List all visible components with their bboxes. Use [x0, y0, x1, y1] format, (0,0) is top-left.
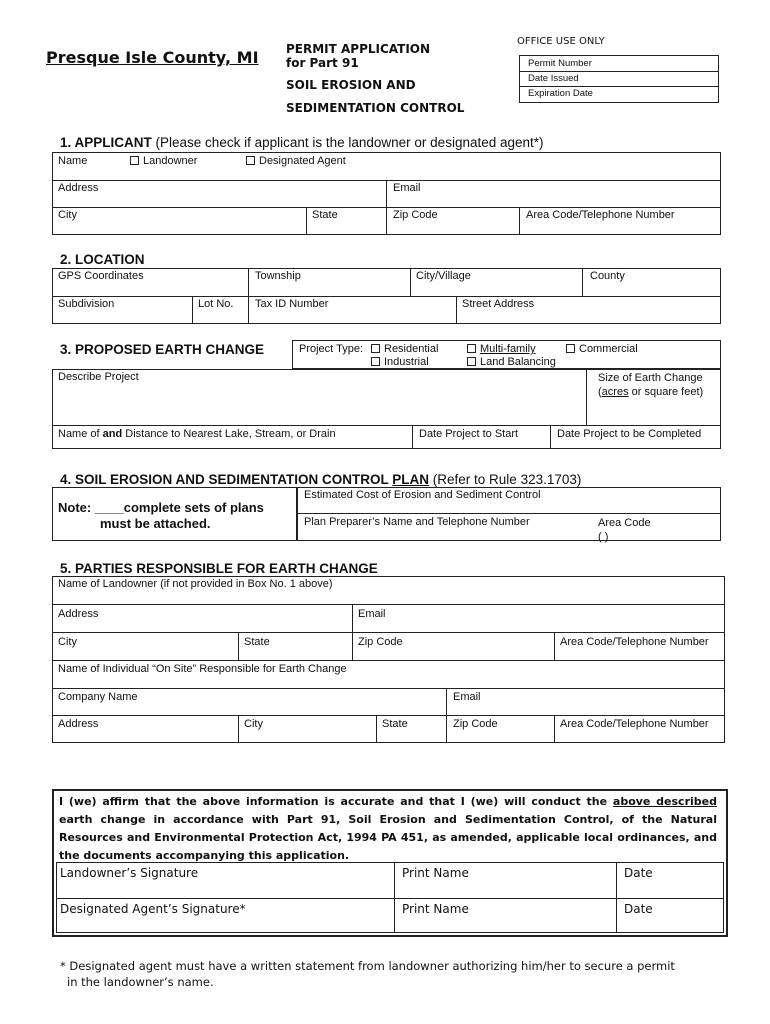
applicant-state-field[interactable]: State	[312, 209, 338, 221]
agent-signature-field[interactable]: Designated Agent’s Signature*	[60, 902, 246, 916]
company-address-field[interactable]: Address	[58, 718, 99, 730]
gps-field[interactable]: GPS Coordinates	[58, 270, 144, 282]
section-5-title: 5. PARTIES RESPONSIBLE FOR EARTH CHANGE	[60, 561, 378, 576]
company-city-field[interactable]: City	[244, 718, 263, 730]
township-field[interactable]: Township	[255, 270, 301, 282]
city-village-field[interactable]: City/Village	[416, 270, 471, 282]
landowner-checkbox[interactable]: Landowner	[130, 155, 197, 168]
landowner-state-field[interactable]: State	[244, 636, 270, 648]
permit-number-field[interactable]: Permit Number	[528, 58, 592, 69]
landowner-signature-field[interactable]: Landowner’s Signature	[60, 866, 199, 880]
section-4-title: 4. SOIL EROSION AND SEDIMENTATION CONTROL PLAN (Refer to Rule 323.1703)	[60, 472, 582, 487]
footnote	[60, 958, 675, 990]
landowner-phone-field[interactable]: Area Code/Telephone Number	[560, 636, 709, 648]
permit-title-line2: for Part 91	[286, 56, 359, 70]
plans-note	[58, 500, 264, 532]
nearest-water-field[interactable]: Name of and Distance to Nearest Lake, Stream, or Drain	[58, 428, 336, 440]
section-1-title: 1. APPLICANT (Please check if applicant is the landowner or designated agent*)	[60, 135, 544, 150]
company-phone-field[interactable]: Area Code/Telephone Number	[560, 718, 709, 730]
project-type-label: Project Type:	[299, 343, 363, 355]
estimated-cost-field[interactable]: Estimated Cost of Erosion and Sediment Control	[304, 489, 541, 501]
onsite-individual-field[interactable]: Name of Individual “On Site” Responsible for Earth Change	[58, 663, 347, 675]
agent-print-name-field[interactable]: Print Name	[402, 902, 469, 916]
landowner-print-name-field[interactable]: Print Name	[402, 866, 469, 880]
street-address-field[interactable]: Street Address	[462, 298, 535, 310]
company-state-field[interactable]: State	[382, 718, 408, 730]
company-email-field[interactable]: Email	[453, 691, 481, 703]
preparer-area-code-field[interactable]: Area Code ( )	[598, 517, 651, 543]
lot-number-field[interactable]: Lot No.	[198, 298, 234, 310]
applicant-city-field[interactable]: City	[58, 209, 77, 221]
multifamily-checkbox[interactable]: Multi-family	[467, 343, 536, 356]
company-name-field[interactable]: Company Name	[58, 691, 138, 703]
section-2-title: 2. LOCATION	[60, 252, 145, 267]
landowner-address-field[interactable]: Address	[58, 608, 99, 620]
applicant-name-field[interactable]: Name	[58, 155, 88, 167]
plans-note-line2: must be attached.	[100, 516, 211, 531]
checkbox-icon	[246, 156, 255, 165]
landowner-email-field[interactable]: Email	[358, 608, 386, 620]
plans-note-line1: Note: ____complete sets of plans	[58, 500, 264, 515]
office-use-label: OFFICE USE ONLY	[517, 36, 605, 47]
county-field[interactable]: County	[590, 270, 625, 282]
checkbox-icon	[566, 344, 575, 353]
size-earth-change-field[interactable]	[598, 371, 703, 399]
land-balancing-checkbox[interactable]: Land Balancing	[467, 356, 556, 369]
footnote-line2: in the landowner’s name.	[67, 975, 214, 989]
applicant-phone-field[interactable]: Area Code/Telephone Number	[526, 209, 675, 221]
date-start-field[interactable]: Date Project to Start	[419, 428, 519, 440]
company-zip-field[interactable]: Zip Code	[453, 718, 498, 730]
section-1-note: (Please check if applicant is the landowner or designated agent*)	[155, 135, 544, 150]
section-3-title: 3. PROPOSED EARTH CHANGE	[60, 342, 265, 357]
residential-checkbox[interactable]: Residential	[371, 343, 438, 356]
size-earth-change-line2: (acres or square feet)	[598, 386, 704, 398]
applicant-zip-field[interactable]: Zip Code	[393, 209, 438, 221]
permit-title-line1: PERMIT APPLICATION	[286, 42, 431, 56]
landowner-city-field[interactable]: City	[58, 636, 77, 648]
designated-agent-checkbox[interactable]: Designated Agent	[246, 155, 346, 168]
expiration-date-field[interactable]: Expiration Date	[528, 88, 593, 99]
date-completed-field[interactable]: Date Project to be Completed	[557, 428, 702, 440]
plan-preparer-field[interactable]: Plan Preparer’s Name and Telephone Number	[304, 516, 530, 528]
agent-date-field[interactable]: Date	[624, 902, 653, 916]
landowner-zip-field[interactable]: Zip Code	[358, 636, 403, 648]
checkbox-icon	[130, 156, 139, 165]
commercial-checkbox[interactable]: Commercial	[566, 343, 638, 356]
applicant-address-field[interactable]: Address	[58, 182, 99, 194]
date-issued-field[interactable]: Date Issued	[528, 73, 579, 84]
describe-project-field[interactable]: Describe Project	[58, 371, 139, 383]
checkbox-icon	[371, 344, 380, 353]
landowner-date-field[interactable]: Date	[624, 866, 653, 880]
applicant-email-field[interactable]: Email	[393, 182, 421, 194]
checkbox-icon	[467, 357, 476, 366]
permit-title	[286, 42, 464, 115]
checkbox-icon	[467, 344, 476, 353]
permit-title-line4: SEDIMENTATION CONTROL	[286, 101, 465, 115]
affirmation-text: I (we) affirm that the above information is accurate and that I (we) will conduct the above described earth change in accordance with Part 91, Soil Erosion and Sedimentation Control, of the Natural Resources and Environmental Protection Act, 1994 PA 451, as amended, applicable local ordinances, and the documents accompanying this application.	[59, 795, 717, 862]
industrial-checkbox[interactable]: Industrial	[371, 356, 429, 369]
county-title: Presque Isle County, MI	[46, 48, 259, 67]
size-earth-change-line1: Size of Earth Change	[598, 372, 703, 384]
permit-title-line3: SOIL EROSION AND	[286, 78, 416, 92]
landowner-name-field[interactable]: Name of Landowner (if not provided in Box No. 1 above)	[58, 578, 333, 590]
tax-id-field[interactable]: Tax ID Number	[255, 298, 329, 310]
subdivision-field[interactable]: Subdivision	[58, 298, 115, 310]
checkbox-icon	[371, 357, 380, 366]
footnote-line1: * Designated agent must have a written statement from landowner authorizing him/her to secure a permit	[60, 959, 675, 973]
